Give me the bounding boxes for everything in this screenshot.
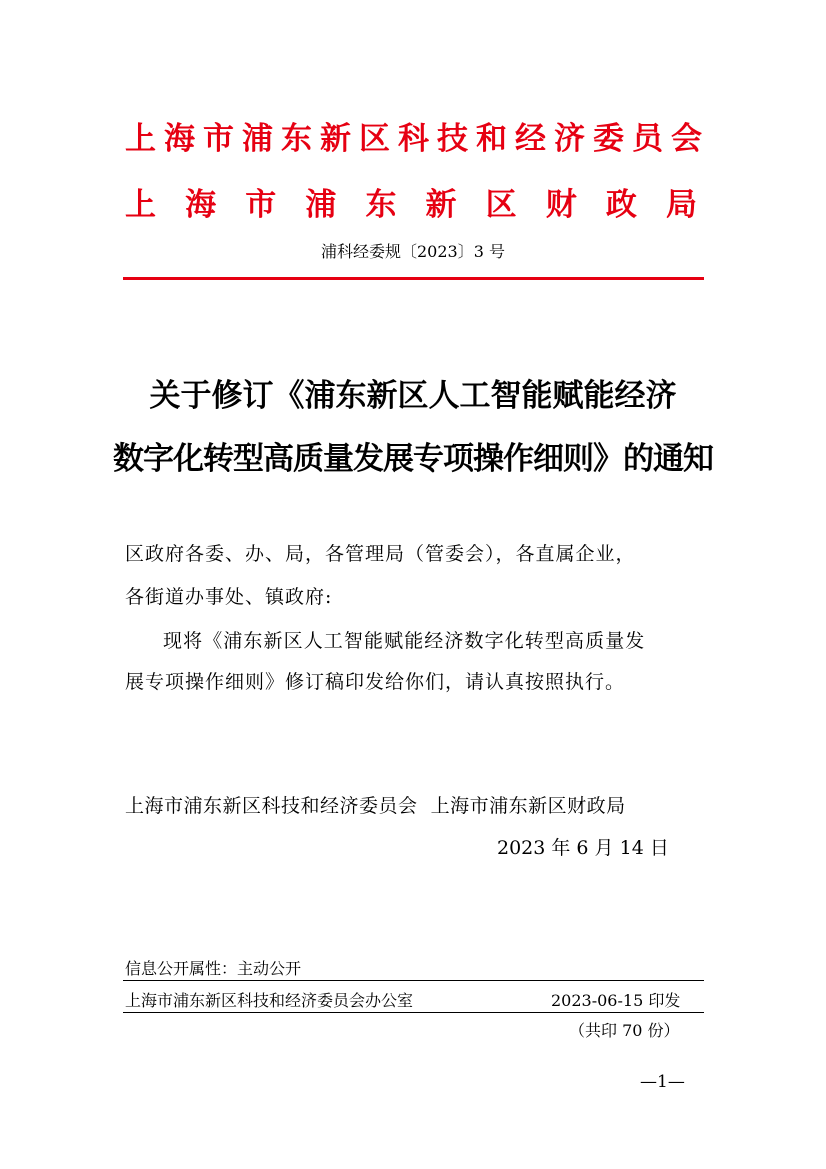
org-2-char: 新 <box>425 187 457 223</box>
org-2-char: 区 <box>485 187 517 223</box>
recipients-line-2: 各街道办事处、镇政府: <box>125 586 333 608</box>
copy-count: （共印 70 份） <box>569 1021 680 1040</box>
org-2-char: 海 <box>185 187 217 223</box>
document-title-line-2: 数字化转型高质量发展专项操作细则》的通知 <box>113 441 713 477</box>
footer-rule-top <box>123 980 704 981</box>
org-2-char: 东 <box>365 187 397 223</box>
red-header-rule <box>123 277 704 280</box>
issuing-org-2 <box>125 179 697 224</box>
body-paragraph-line-2: 展专项操作细则》修订稿印发给你们，请认真按照执行。 <box>125 671 626 693</box>
org-2-char: 上 <box>125 187 156 223</box>
issuing-org-1: 上海市浦东新区科技和经济委员会 <box>125 121 710 157</box>
issue-date: 2023-06-15 印发 <box>551 991 681 1010</box>
signatories: 上海市浦东新区科技和经济委员会 上海市浦东新区财政局 <box>125 795 626 817</box>
document-number: 浦科经委规〔2023〕3 号 <box>321 242 505 261</box>
recipients-line-1: 区政府各委、办、局，各管理局（管委会），各直属企业， <box>125 543 636 565</box>
page-number: —1— <box>640 1072 685 1092</box>
org-2-char: 市 <box>245 187 277 223</box>
document-title-line-1: 关于修订《浦东新区人工智能赋能经济 <box>149 378 677 414</box>
signature-date: 2023 年 6 月 14 日 <box>497 837 669 859</box>
org-2-char: 浦 <box>305 187 337 223</box>
org-2-char: 财 <box>545 187 577 223</box>
org-2-char: 政 <box>605 187 637 223</box>
org-2-char: 局 <box>665 187 697 223</box>
disclosure-attribute: 信息公开属性：主动公开 <box>125 959 302 978</box>
issuing-office: 上海市浦东新区科技和经济委员会办公室 <box>125 991 414 1010</box>
body-paragraph-line-1: 现将《浦东新区人工智能赋能经济数字化转型高质量发 <box>163 630 646 652</box>
footer-rule-bottom <box>123 1012 704 1013</box>
